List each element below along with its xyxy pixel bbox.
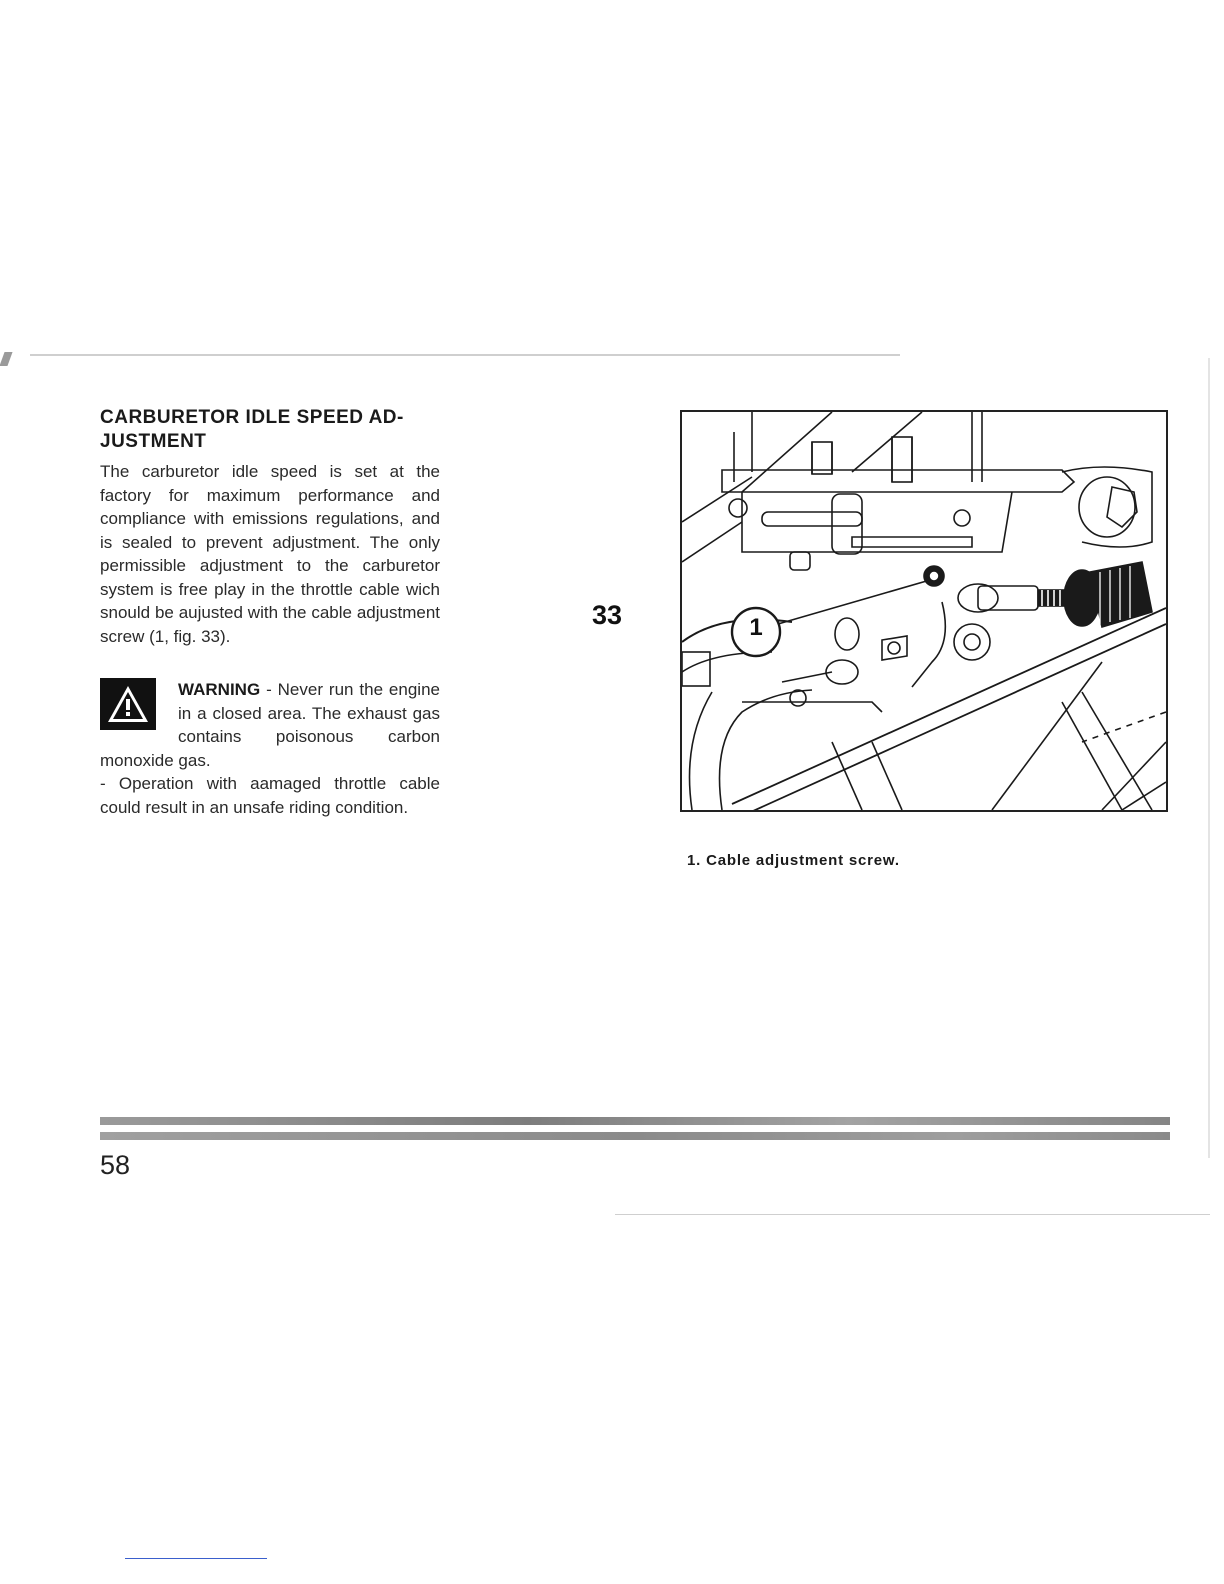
section-heading-line2: JUSTMENT bbox=[100, 431, 207, 452]
warning-message-2: - Operation with aamaged throttle cable could result in an unsafe riding condition. bbox=[100, 774, 440, 817]
figure-number: 33 bbox=[592, 600, 623, 630]
right-edge-rule bbox=[1208, 358, 1210, 1158]
footer-rule bbox=[125, 1558, 267, 1559]
warning-block bbox=[100, 678, 440, 819]
section-body: The carburetor idle speed is set at the factory for maximum performance and compliance with emissions regulations, and is sealed to prevent adjustment. The only permissible adjustment to the carburetor system is free play in the throttle cable wich snould be aujusted with the cable adjustment screw (1, fig. 33). bbox=[100, 462, 440, 646]
top-rule bbox=[30, 354, 900, 356]
corner-mark bbox=[0, 352, 13, 366]
figure-caption: 1. Cable adjustment screw. bbox=[687, 852, 900, 869]
callout-label: 1 bbox=[749, 614, 763, 641]
warning-triangle-icon bbox=[100, 678, 156, 730]
page-number: 58 bbox=[100, 1150, 131, 1180]
text-column bbox=[100, 406, 440, 819]
footer-band-bottom bbox=[100, 1132, 1170, 1140]
footer-band-top bbox=[100, 1117, 1170, 1125]
warning-message: - Never run the engine in a closed area. The exhaust gas contains poisonous carbon monoxide gas. bbox=[100, 680, 440, 770]
section-heading-line1: CARBURETOR IDLE SPEED AD- bbox=[100, 407, 404, 428]
warning-label: WARNING bbox=[178, 680, 261, 699]
carburetor-illustration bbox=[680, 410, 1168, 812]
section-heading bbox=[100, 406, 440, 454]
bottom-rule bbox=[615, 1214, 1210, 1215]
